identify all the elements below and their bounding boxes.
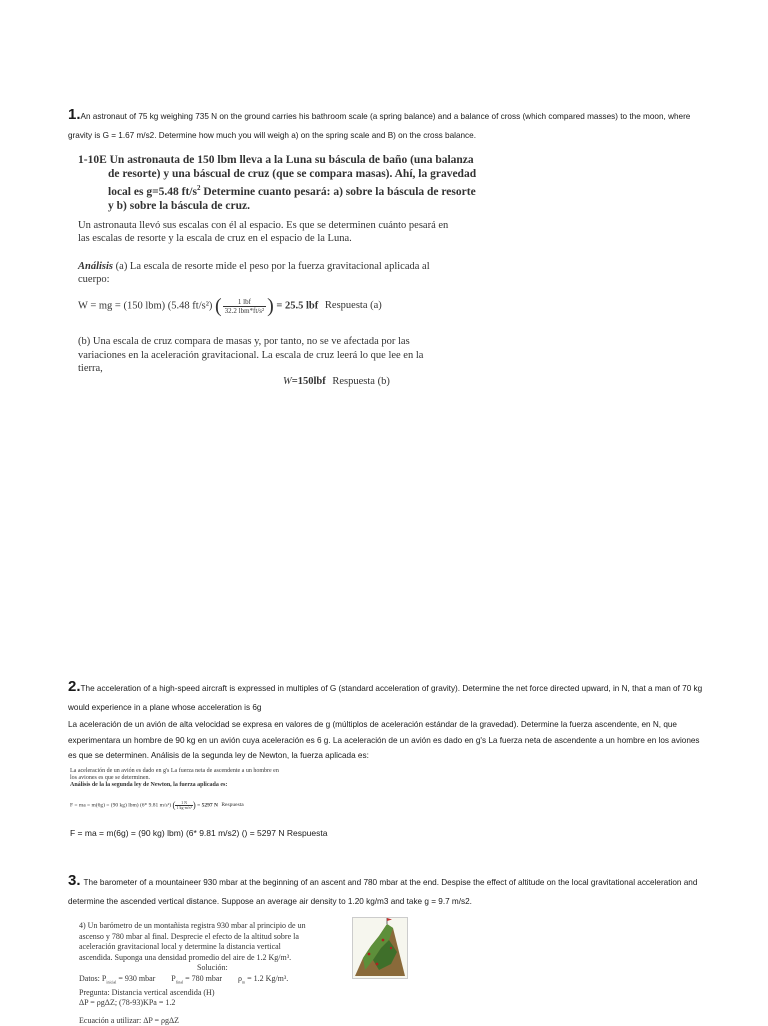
q1-b-var: W [283, 376, 292, 387]
q1-formula-answer: Respuesta (a) [324, 300, 382, 312]
q1-gravity-sup: 2 [196, 184, 201, 192]
q2-spanish-paragraph: La aceleración de un avión de alta velocidad se expresa en valores de g (múltiplos de aceleración estándar de la gravedad). Determine la fuerza ascendente, en N, que experimentara un hombre de 90 kg en un avión cuya aceleración es 6 g. La aceleración de un avión es dado en g's La fuerza neta de ascendente a un hombre en los aviones es que se determinen. Análisis de la segunda ley de Newton, la fuerza aplicada es: [68, 720, 700, 760]
q3-datos-val1: = 930 mbar [116, 973, 156, 983]
q3-equation-cut: Ecuación a utilizar: ΔP = ρgΔZ [79, 1015, 180, 1025]
q3-delta-line: ΔP = ρgΔZ; (78-93)KPa = 1.2 [79, 998, 176, 1008]
q2-scan-line-2: los aviones es que se determinen. [70, 775, 150, 781]
q3-p-final: P [171, 973, 176, 983]
q3-datos-sub2: final [175, 979, 184, 985]
q2-scan-fraction [175, 801, 192, 810]
q3-datos-label: Datos: P [79, 973, 107, 983]
q3-rho-sub: m [242, 979, 246, 985]
q3-rho-val: = 1.2 Kg/m³. [245, 973, 289, 983]
mountain-climber-icon [353, 918, 407, 978]
mountain-illustration [352, 917, 408, 979]
q3-prompt [68, 872, 704, 910]
q2-typed-formula-text: F = ma = m(6g) = (90 kg) lbm) (6* 9.81 m/s2) () = 5297 N Respuesta [70, 828, 328, 838]
q2-scan-line-1: La aceleración de un avión es dado en g's La fuerza neta de ascendente a un hombre en [70, 768, 279, 774]
q2-scan-excerpt [70, 768, 370, 789]
q3-solucion: Solución: [197, 963, 228, 972]
q3-pregunta: Pregunta: Distancia vertical ascendida (H) [79, 987, 215, 997]
q2-scan-formula: F = ma = m(6g) = (90 kg) lbm) (6* 9.81 m/s²) ( $\frac{1 N}{\text{1 kg·m/s²}}$ ) = 5297 N Respuesta [70, 799, 244, 810]
q1-gravity: local es g=5.48 ft/s [108, 185, 197, 198]
q1-b-result [283, 376, 390, 387]
q1-b-answer: Respuesta (b) [332, 376, 390, 387]
q1-formula-result: = 25.5 lbf [276, 300, 319, 312]
q1-frac-num: 1 lbf [223, 298, 266, 307]
q3-datos-sub1: inicial [106, 979, 117, 985]
q2-scan-result: = 5297 N [197, 802, 219, 809]
q3-prompt-text: The barometer of a mountaineer 930 mbar at the beginning of an ascent and 780 mbar at the end. Despise the effect of altitude on the local gravitational acceleration and determine the ascended vertical distance. Suppose an average air density to 1.20 kg/m3 and take g = 9.7 m/s2. [68, 878, 698, 906]
q1-intro-line-2: las escalas de resorte y la escala de cruz en el espacio de la Luna. [78, 233, 352, 244]
q2-scan-frac-num: 1 N [175, 801, 192, 806]
q2-scan-answer: Respuesta [221, 802, 244, 809]
q1-b-val: =150lbf [291, 376, 326, 387]
q1-part-b [78, 335, 498, 376]
q3-datos-val2: = 780 mbar [183, 973, 223, 983]
q2-prompt-text: The acceleration of a high-speed aircraft is expressed in multiples of G (standard acceleration of gravity). Determine the net force directed upward, in N, that a man of 70 kg would experience in a plane whose acceleration is 6g [68, 684, 703, 712]
q1-analysis-line-1: (a) La escala de resorte mide el peso por la fuerza gravitacional aplicada al [115, 261, 430, 272]
q1-formula-left: W = mg = (150 lbm) (5.48 ft/s²) [78, 300, 213, 312]
q2-typed-formula [70, 828, 327, 838]
q1-b-line-3: tierra, [78, 363, 103, 374]
q1-problem-question: Determine cuanto pesará: a) sobre la báscula de resorte [203, 185, 476, 198]
q3-datos [79, 974, 349, 988]
q2-number: 2. [68, 678, 81, 695]
q3-number: 3. [68, 872, 81, 889]
q1-intro [78, 219, 498, 245]
q1-problem-line-4: y b) sobre la báscula de cruz. [108, 199, 250, 212]
q1-intro-line-1: Un astronauta llevó sus escalas con él al espacio. Es que se determinen cuánto pesará en [78, 220, 449, 231]
q1-problem-line-1: 1-10E Un astronauta de 150 lbm lleva a la Luna su báscula de baño (una balanza [78, 154, 474, 166]
q1-prompt [68, 106, 704, 144]
q1-prompt-text: An astronaut of 75 kg weighing 735 N on the ground carries his bathroom scale (a spring balance) and a balance of cross (which compared masses) to the moon, where gravity is G = 1.67 m/s2. Determine how much you will weigh a) on the spring scale and B) on the cross balance. [68, 112, 691, 140]
q3-scan-line-2: ascenso y 780 mbar al final. Desprecie el efecto de la altitud sobre la [79, 931, 299, 941]
q1-b-line-1: (b) Una escala de cruz compara de masas y, por tanto, no se ve afectada por las [78, 336, 410, 347]
q1-b-line-2: variaciones en la aceleración gravitacional. La escala de cruz leerá lo que lee en la [78, 349, 424, 361]
q1-problem-line-2: de resorte) y una báscual de cruz (que se compara masas). Ahí, la gravedad [108, 168, 477, 180]
q1-formula: W = mg = (150 lbm) (5.48 ft/s²) ( $\frac{\text{1 lbf}}{\text{32.2 lbm*ft/s²}}$ ) = 25.5 lbf Respuesta (a) [78, 295, 382, 317]
q2-scan-formula-left: F = ma = m(6g) = (90 kg) lbm) (6* 9.81 m/s²) [70, 802, 172, 809]
q1-analysis-label: Análisis [78, 261, 114, 272]
q1-analysis-line-2: cuerpo: [78, 274, 110, 285]
q1-number: 1. [68, 106, 81, 123]
q3-scan-line-4: ascendida. Suponga una densidad promedio del aire de 1.2 Kg/m³. [79, 952, 292, 962]
q1-conversion-fraction [223, 298, 266, 315]
q2-prompt [68, 678, 704, 716]
q3-rho: ρ [238, 973, 243, 983]
q1-problem-line-3 [78, 181, 498, 199]
q2-spanish-text [68, 717, 704, 764]
q1-frac-den: 32.2 lbm*ft/s² [224, 306, 265, 315]
q3-scan-line-1: 4) Un barómetro de un montañista registra 930 mbar al principio de un [79, 921, 306, 930]
q3-scan-excerpt [79, 921, 349, 1026]
q2-scan-frac-den: 1 kg·m/s² [176, 804, 192, 810]
q2-scan-line-3: Análisis de la la segunda ley de Newton, la fuerza aplicada es: [70, 782, 228, 788]
q1-analysis [78, 260, 498, 286]
q3-scan-line-3: aceleración gravitacional local y determine la distancia vertical [79, 942, 281, 951]
q1-problem-statement [78, 153, 498, 213]
